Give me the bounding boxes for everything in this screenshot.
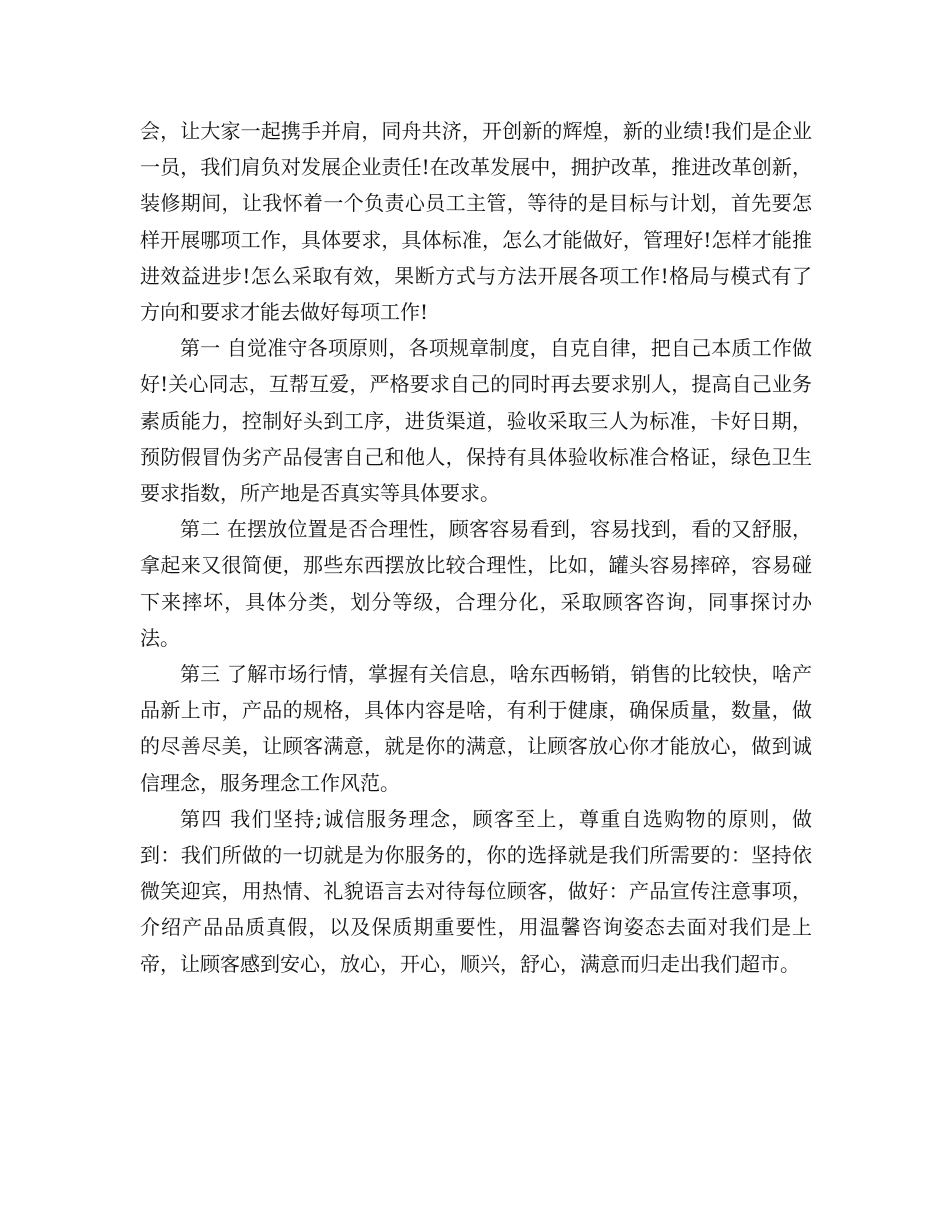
paragraph-second-point: 第二 在摆放位置是否合理性，顾客容易看到，容易找到，看的又舒服，拿起来又很简便，那些东西摆放比较合理性，比如，罐头容易摔碎，容易碰下来摔坏，具体分类，划分等级，合理分化，采取顾客咨询，同事探讨办法。 xyxy=(140,517,812,650)
document-body xyxy=(140,113,812,982)
paragraph-continuation: 会，让大家一起携手并肩，同舟共济，开创新的辉煌，新的业绩!我们是企业一员，我们肩负对发展企业责任!在改革发展中，拥护改革，推进改革创新，装修期间，让我怀着一个负责心员工主管，等待的是目标与计划，首先要怎样开展哪项工作，具体要求，具体标准，怎么才能做好，管理好!怎样才能推进效益进步!怎么采取有效，果断方式与方法开展各项工作!格局与模式有了方向和要求才能去做好每项工作! xyxy=(140,119,812,325)
paragraph-fourth-point: 第四 我们坚持;诚信服务理念，顾客至上，尊重自选购物的原则，做到：我们所做的一切就是为你服务的，你的选择就是我们所需要的：坚持依微笑迎宾，用热情、礼貌语言去对待每位顾客，做好：产品宣传注意事项，介绍产品品质真假，以及保质期重要性，用温馨咨询姿态去面对我们是上帝，让顾客感到安心，放心，开心，顺兴，舒心，满意而归走出我们超市。 xyxy=(140,806,812,976)
paragraph-third-point: 第三 了解市场行情，掌握有关信息，啥东西畅销，销售的比较快，啥产品新上市，产品的规格，具体内容是啥，有利于健康，确保质量，数量，做的尽善尽美，让顾客满意，就是你的满意，让顾客放心你才能放心，做到诚信理念，服务理念工作风范。 xyxy=(140,662,812,795)
paragraph-first-point: 第一 自觉准守各项原则，各项规章制度，自克自律，把自己本质工作做好!关心同志，互帮互爱，严格要求自己的同时再去要求别人，提高自己业务素质能力，控制好头到工序，进货渠道，验收采取三人为标准，卡好日期，预防假冒伪劣产品侵害自己和他人，保持有具体验收标准合格证，绿色卫生要求指数，所产地是否真实等具体要求。 xyxy=(140,336,812,506)
